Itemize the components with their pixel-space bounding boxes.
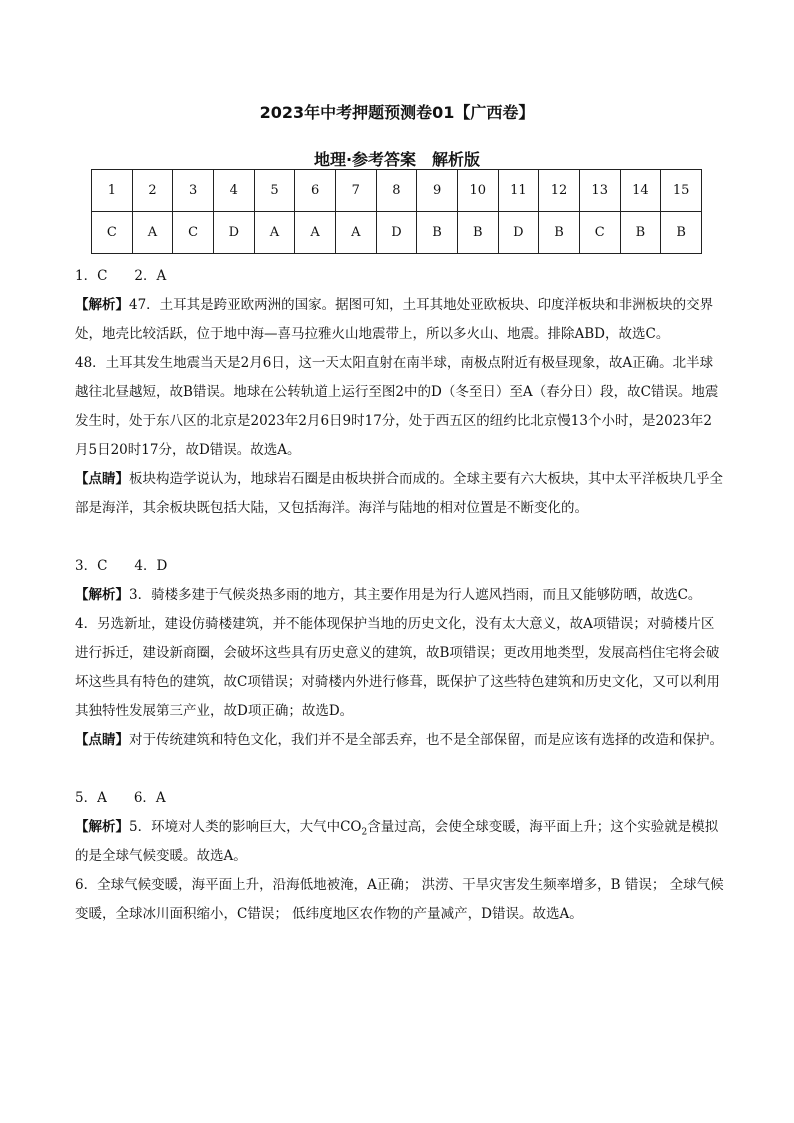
comment-text: 板块构造学说认为，地球岩石圈是由板块拼合而成的。全球主要有六大板块，其中太平洋板块几乎全部是海洋，其余板块既包括大陆，又包括海洋。海洋与陆地的相对位置是不断变化的。 [75, 471, 723, 516]
analysis-paragraph [75, 581, 725, 610]
analysis-paragraph [75, 813, 725, 871]
question-number-cell: 13 [579, 170, 620, 212]
analysis-text: 47．土耳其是跨亚欧两洲的国家。据图可知，土耳其地处亚欧板块、印度洋板块和非洲板块的交界处，地壳比较活跃，位于地中海—喜马拉雅火山地震带上，所以多火山、地震。排除ABD，故选C。 [75, 297, 714, 342]
answer-cell: C [92, 212, 133, 254]
subscript: 2 [361, 827, 368, 838]
question-number-cell: 10 [457, 170, 498, 212]
page-title: 2023年中考押题预测卷01【广西卷】 [259, 103, 535, 122]
question-number-cell: 1 [92, 170, 133, 212]
answer-cell: D [213, 212, 254, 254]
answer-cell: B [457, 212, 498, 254]
question-number-cell: 5 [254, 170, 295, 212]
analysis-text: 含量过高，会使全球变暖，海平面上升；这个实验就是模拟的是全球气候变暖。故选A。 [75, 819, 719, 864]
answer-cell: B [620, 212, 661, 254]
question-number-cell: 2 [132, 170, 173, 212]
analysis-text: 3．骑楼多建于气候炎热多雨的地方，其主要作用是为行人遮风挡雨，而且又能够防晒，故选C。 [129, 587, 702, 603]
spacer [75, 523, 725, 552]
question-number-cell: 15 [661, 170, 702, 212]
answer-cell: B [661, 212, 702, 254]
answer-cell: C [579, 212, 620, 254]
explanations [75, 262, 725, 929]
question-number-cell: 7 [335, 170, 376, 212]
analysis-text: 5．环境对人类的影响巨大，大气中CO [129, 819, 362, 835]
answer-table [91, 169, 702, 254]
analysis-label: 【解析】 [75, 587, 129, 603]
comment-label: 【点睛】 [75, 732, 129, 748]
answer-row [92, 212, 702, 254]
answer-cell: B [539, 212, 580, 254]
question-number-cell: 6 [295, 170, 336, 212]
analysis-paragraph: 4．另选新址，建设仿骑楼建筑，并不能体现保护当地的历史文化，没有太大意义，故A项错误；对骑楼片区进行拆迁，建设新商圈，会破坏这些具有历史意义的建筑，故B项错误；更改用地类型，发展高档住宅将会破坏这些具有特色的建筑，故C项错误；对骑楼内外进行修葺，既保护了这些特色建筑和历史文化，又可以利用其独特性发展第三产业，故D项正确；故选D。 [75, 616, 720, 719]
section-heading: 3．C 4．D [75, 558, 168, 574]
answer-cell: A [254, 212, 295, 254]
question-number-cell: 11 [498, 170, 539, 212]
question-number-cell: 4 [213, 170, 254, 212]
section-heading: 1．C 2．A [75, 268, 167, 284]
answer-cell: C [173, 212, 214, 254]
analysis-paragraph [75, 291, 725, 349]
question-number-cell: 3 [173, 170, 214, 212]
answer-cell: A [295, 212, 336, 254]
analysis-label: 【解析】 [75, 819, 129, 835]
analysis-paragraph: 48．土耳其发生地震当天是2月6日，这一天太阳直射在南半球，南极点附近有极昼现象，故A正确。北半球越往北昼越短，故B错误。地球在公转轨道上运行至图2中的D（冬至日）至A（春分日）段，故C错误。地震发生时，处于东八区的北京是2023年2月6日9时17分，处于西五区的纽约比北京慢13个小时，是2023年2月5日20时17分，故D错误。故选A。 [75, 355, 719, 458]
question-number-cell: 8 [376, 170, 417, 212]
comment-label: 【点睛】 [75, 471, 129, 487]
answer-cell: A [335, 212, 376, 254]
question-number-row [92, 170, 702, 212]
question-number-cell: 14 [620, 170, 661, 212]
comment-paragraph [75, 465, 725, 523]
section-heading: 5．A 6．A [75, 790, 166, 806]
analysis-label: 【解析】 [75, 297, 129, 313]
answer-cell: B [417, 212, 458, 254]
question-number-cell: 12 [539, 170, 580, 212]
comment-text: 对于传统建筑和特色文化，我们并不是全部丢弃，也不是全部保留，而是应该有选择的改造和保护。 [129, 732, 723, 748]
page-subtitle: 地理·参考答案 解析版 [313, 150, 481, 169]
spacer [75, 755, 725, 784]
question-number-cell: 9 [417, 170, 458, 212]
comment-paragraph [75, 726, 725, 755]
analysis-paragraph: 6．全球气候变暖，海平面上升，沿海低地被淹，A正确； 洪涝、干旱灾害发生频率增多，B 错误； 全球气候变暖，全球冰川面积缩小，C错误； 低纬度地区农作物的产量减产，D错误。故选A。 [75, 877, 724, 922]
answer-cell: A [132, 212, 173, 254]
answer-cell: D [498, 212, 539, 254]
answer-cell: D [376, 212, 417, 254]
